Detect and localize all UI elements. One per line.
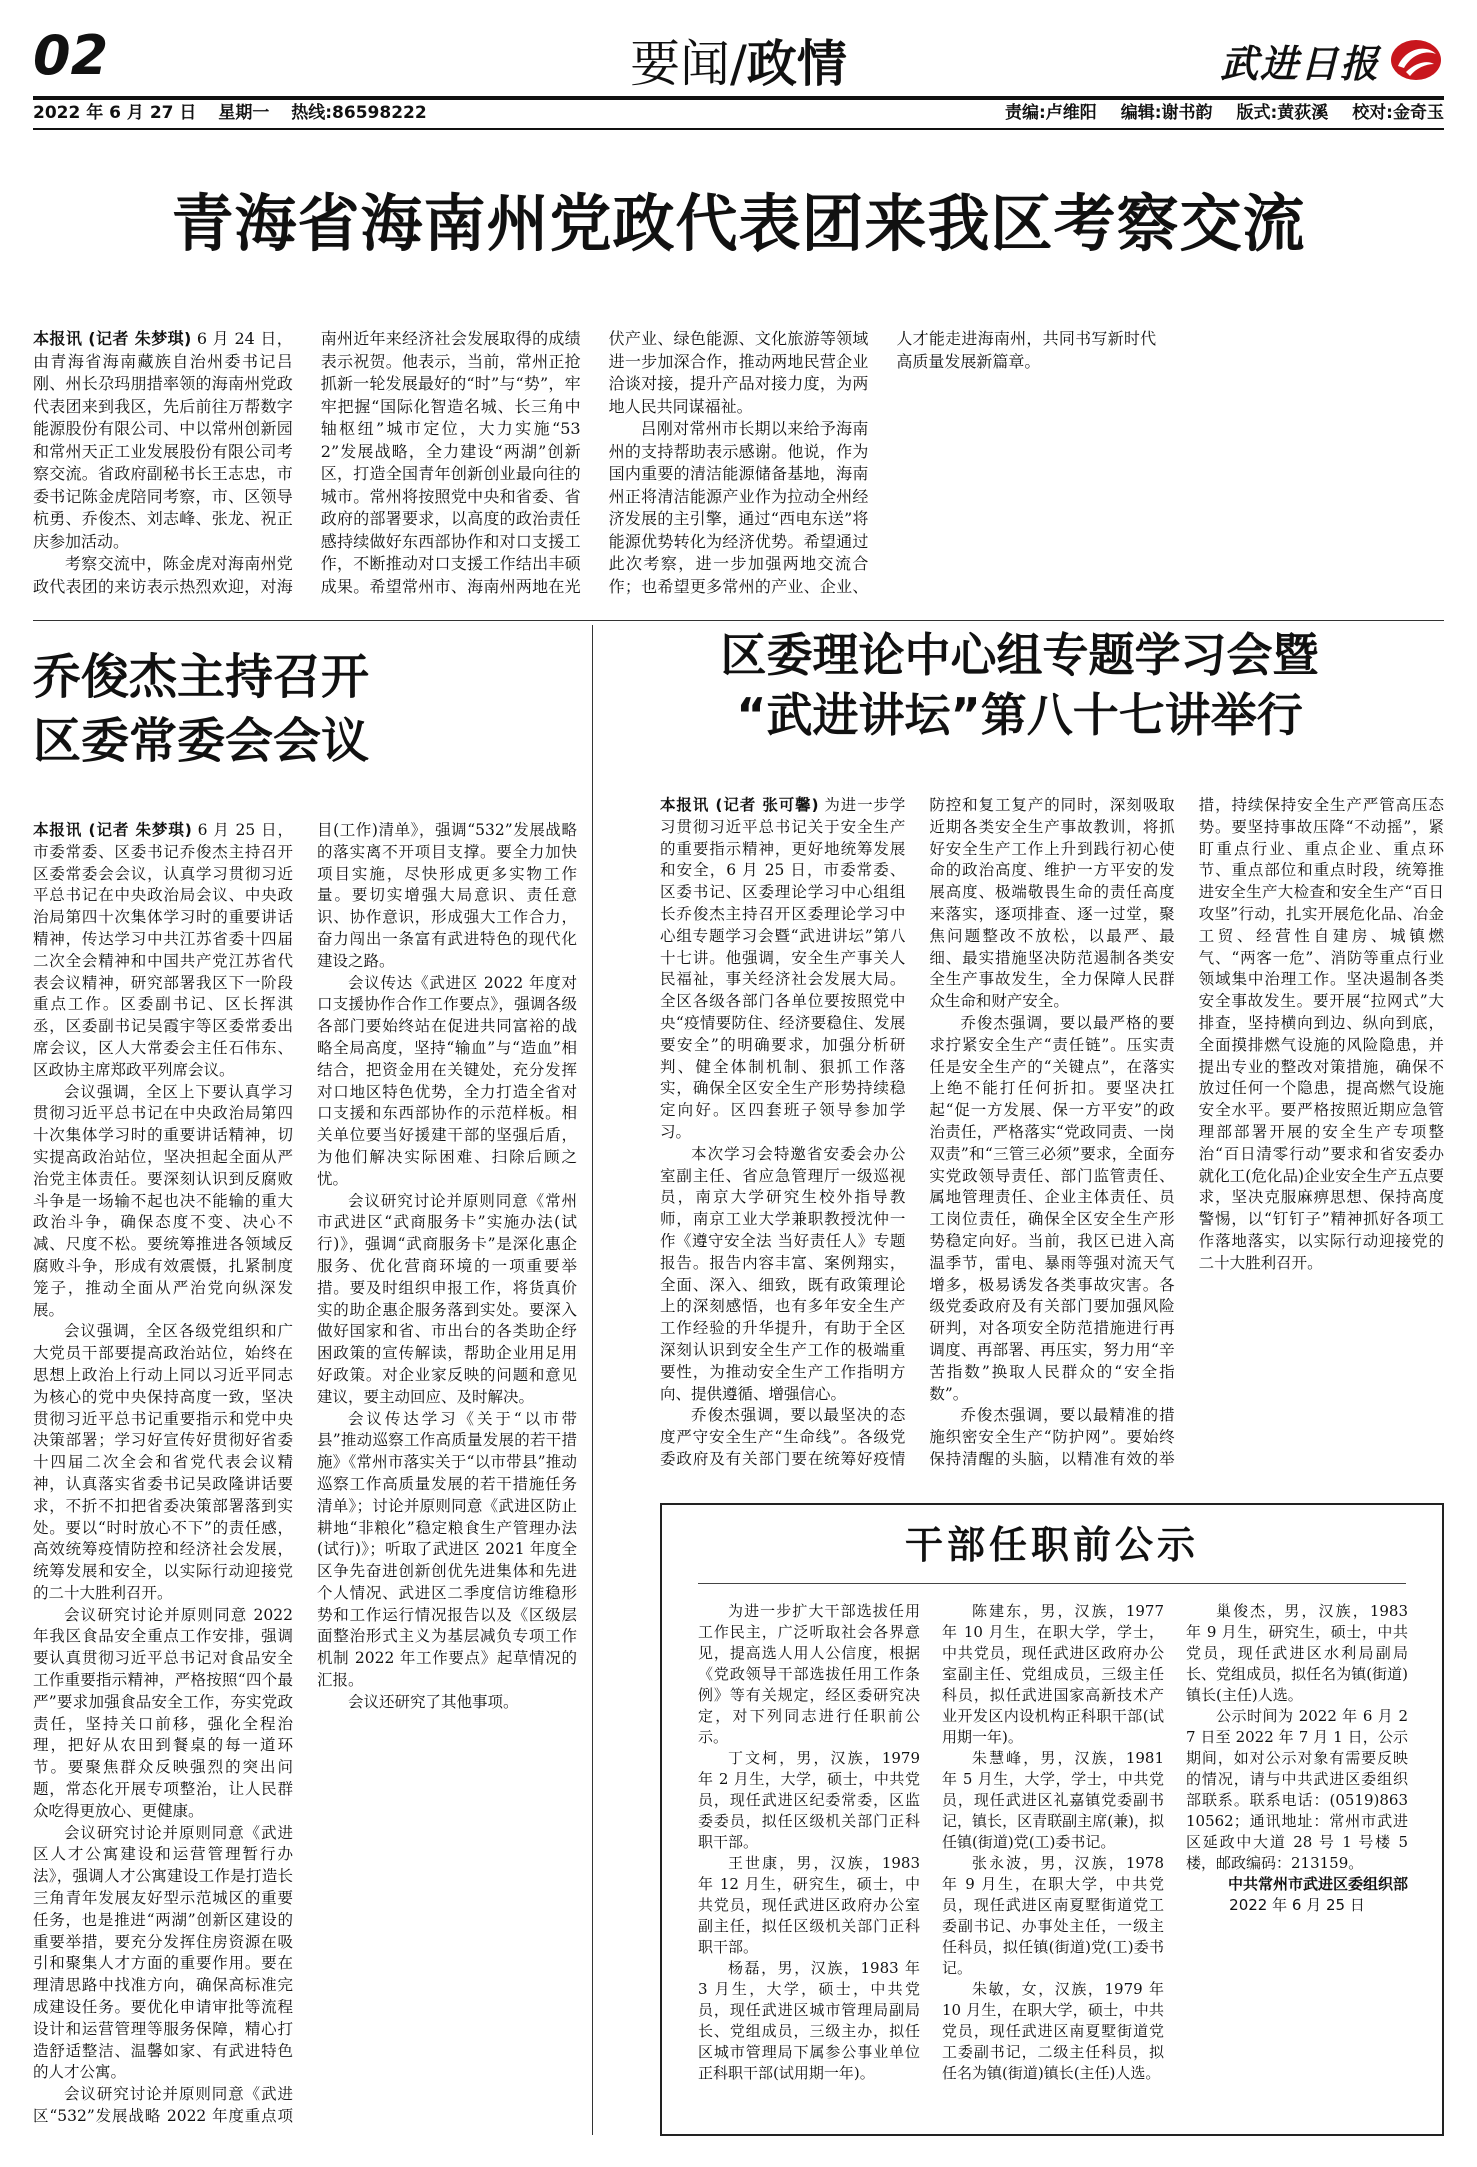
article2-headline-line1: 乔俊杰主持召开 xyxy=(33,649,370,705)
notice-signature: 中共常州市武进区委组织部 xyxy=(1227,1875,1408,1893)
notice-body xyxy=(698,1601,1408,2121)
notice-paragraph: 朱慧峰，男，汉族，1981 年 5 月生，大学，学士，中共党员，现任武进区礼嘉镇党委副书记，镇长，区青联副主席(兼)，拟任镇(街道)党(工)委书记。 xyxy=(942,1749,1164,1851)
article1-body xyxy=(33,328,1444,598)
article1-headline: 青海省海南州党政代表团来我区考察交流 xyxy=(171,187,1306,260)
notice-rule xyxy=(698,1583,1406,1584)
article2-paragraph: 本报讯 (记者 朱梦琪) 6 月 25 日，市委常委、区委书记乔俊杰主持召开区委常委会会议，认真学习贯彻习近平总书记在中央政治局会议、中央政治局第四十次集体学习时的重要讲话精神，传达学习中共江苏省委十四届二次全会精神和中国共产党江苏省代表会议精神，研究部署我区下一阶段重点工作。区委副书记、区长挥淇丞，区委副书记吴霞宇等区委常委出席会议，区人大常委会主任石伟东、区政协主席郑政平列席会议。 xyxy=(33,821,293,1079)
notice-paragraph: 王世康，男，汉族，1983 年 12 月生，研究生，硕士，中共党员，现任武进区政府办公室副主任，拟任区级机关部门正科职干部。 xyxy=(698,1854,920,1956)
article2-paragraph: 会议研究讨论并原则同意《常州市武进区“武商服务卡”实施办法(试行)》，强调“武商服务卡”是深化惠企服务、优化营商环境的一项重要举措。要及时组织申报工作，将货真价实的助企惠企服务落到实处。要深入做好国家和省、市出台的各类助企纾困政策的宣传解读，帮助企业用足用好政策。对企业家反映的问题和意见建议，要主动回应、及时解决。 xyxy=(317,1191,577,1406)
article1-paragraph: 吕刚对常州市长期以来给予海南州的支持帮助表示感谢。他说，作为国内重要的清洁能源储备基地，海南州正将清洁能源产业作为拉动全州经济发展的主引擎，通过“西电东送”将能源优势转化为经济优势。希望通过此次考察，进一步加强两地交流合作；也希望更多常州的产业、企业、人才能走进海南州，共同书写新时代高质量发展新篇章。 xyxy=(608,329,1157,596)
notice-paragraph: 杨磊，男，汉族，1983 年 3 月生，大学，硕士，中共党员，现任武进区城市管理局副局长、党组成员，三级主办，拟任区城市管理局下属参公事业单位正科职干部(试用期一年)。 xyxy=(698,1959,920,2082)
editor-credits xyxy=(987,102,1444,124)
notice-paragraph: 陈建东，男，汉族，1977 年 10 月生，在职大学，学士，中共党员，现任武进区政府办公室副主任、党组成员，三级主任科员，拟任武进国家高新技术产业开发区内设机构正科职干部(试用期一年)。 xyxy=(942,1602,1164,1746)
article3-byline: 本报讯 (记者 张可馨) xyxy=(660,796,819,814)
article2-byline: 本报讯 (记者 朱梦琪) xyxy=(33,821,192,839)
article2-paragraph: 会议研究讨论并原则同意 2022 年我区食品安全重点工作安排，强调要认真贯彻习近平总书记对食品安全工作重要指示精神，严格按照“四个最严”要求加强食品安全工作，夯实党政责任，坚持关口前移，强化全程治理，把好从农田到餐桌的每一道环节。要聚焦群众反映强烈的突出问题，常态化开展专项整治，让人民群众吃得更放心、更健康。 xyxy=(33,1605,293,1820)
masthead xyxy=(33,20,1444,123)
article3-paragraph: 本次学习会特邀省安委会办公室副主任、省应急管理厅一级巡视员，南京大学研究生校外指导教师，南京工业大学兼职教授沈仲一作《遵守安全法 当好责任人》专题报告。报告内容丰富、案例翔实，全面、深入、细致，既有政策理论上的深刻感悟，也有多年安全生产工作经验的升华提升，有助于全区深刻认识到安全生产工作的极端重要性，为推动安全生产工作指明方向、提供遵循、增强信心。 xyxy=(660,1144,906,1403)
article3-paragraph: 乔俊杰强调，要以最严格的要求拧紧安全生产“责任链”。压实责任是安全生产的“关键点”，在落实上绝不能打任何折扣。要坚决扛起“促一方发展、保一方平安”的政治责任，严格落实“党政同责、一岗双责”和“三管三必须”要求，全面夯实党政领导责任、部门监管责任、属地管理责任、企业主体责任、员工岗位责任，确保全区安全生产形势稳定向好。当前，我区已进入高温季节，雷电、暴雨等强对流天气增多，极易诱发各类事故灾害。各级党委政府及有关部门要加强风险研判，对各项安全防范措施进行再调度、再部署、再压实，努力用“辛苦指数”换取人民群众的“安全指数”。 xyxy=(929,1013,1175,1403)
article2-headline xyxy=(33,645,593,773)
article3-paragraph: 乔俊杰强调，要以最坚决的态度严守安全生产“生命线”。各级党委政府及有关部门要在统筹好疫情防控和复工复产的同时，深刻吸取近期各类安全生产事故教训，将抓好安全生产工作上升到践行初心使命的政治高度、维护一方平安的发展高度、极端敬畏生命的责任高度来落实，逐项排查、逐一过堂，聚焦问题整改不放松，以最严、最细、最实措施坚决防范遏制各类安全生产事故发生，全力保障人民群众生命和财产安全。 xyxy=(660,796,1175,1468)
masthead-rule-top xyxy=(33,96,1444,100)
column-divider xyxy=(592,625,593,2135)
article3-body xyxy=(660,795,1444,1485)
article2-paragraph: 会议强调，全区各级党组织和广大党员干部要提高政治站位，始终在思想上政治上行动上同以习近平同志为核心的党中央保持高度一致，坚决贯彻习近平总书记重要指示和党中央决策部署；学习好宣传好贯彻好省委十四届二次全会和省党代表会议精神，认真落实省委书记吴政隆讲话要求，不折不扣把省委决策部署落到实处。要以“时时放心不下”的责任感，高效统筹疫情防控和经济社会发展，统筹发展和安全，以实际行动迎接党的二十大胜利召开。 xyxy=(33,1322,293,1602)
newspaper-logo xyxy=(1220,32,1444,88)
section-main: 要闻/ xyxy=(630,35,747,93)
notice-paragraph: 丁文柯，男，汉族，1979 年 2 月生，大学，硕士，中共党员，现任武进区纪委常委，区监委委员，拟任区级机关部门正科职干部。 xyxy=(698,1749,920,1851)
article2-paragraph: 会议研究讨论并原则同意《武进区人才公寓建设和运营管理暂行办法》，强调人才公寓建设工作是打造长三角青年发展友好型示范城区的重要任务，也是推进“两湖”创新区建设的重要举措，要充分发挥住房资源在吸引和聚集人才方面的重要作用。要在理清思路中找准方向，确保高标准完成建设任务。要优化申请审批等流程设计和运营管理等服务保障，精心打造舒适整洁、温馨如家、有武进特色的人才公寓。 xyxy=(33,1823,293,2082)
article3-paragraph: 本报讯 (记者 张可馨) 为进一步学习贯彻习近平总书记关于安全生产的重要指示精神，更好地统筹发展和安全，6 月 25 日，市委常委、区委书记、区委理论学习中心组组长乔俊杰主持召开区委理论学习中心组专题学习会暨“武进讲坛”第八十七讲。他强调，安全生产事关人民福祉，事关经济社会发展大局。全区各级各部门各单位要按照党中央“疫情要防住、经济要稳住、发展要安全”的明确要求，加强分析研判、健全体制机制、狠抓工作落实，确保全区安全生产形势持续稳定向好。区四套班子领导参加学习。 xyxy=(660,796,906,1141)
divider-top xyxy=(33,620,1444,621)
article3-headline-line2: “武进讲坛”第八十七讲举行 xyxy=(736,688,1303,742)
section-sub: 政情 xyxy=(746,35,847,93)
notice-paragraph: 张永波，男，汉族，1978 年 9 月生，在职大学，中共党员，现任武进区南夏墅街道党工委副书记、办事处主任，一级主任科员，拟任镇(街道)党(工)委书记。 xyxy=(942,1854,1164,1977)
article1-byline: 本报讯 (记者 朱梦琪) xyxy=(33,329,192,348)
hotline: 热线:86598222 xyxy=(291,103,427,123)
logo-text: 武进日报 xyxy=(1219,40,1380,86)
article1-paragraph: 考察交流中，陈金虎对海南州党政代表团的来访表示热烈欢迎，对海南州近年来经济社会发展取得的成绩表示祝贺。他表示，当前，常州正抢抓新一轮发展最好的“时”与“势”，牢牢把握“国际化智造名城、长三角中轴枢纽”城市定位，大力实施“532”发展战略，全力建设“两湖”创新区，打造全国青年创新创业最向往的城市。常州将按照党中央和省委、省政府的部署要求，以高度的政治责任感持续做好东西部协作和对口支援工作，不断推动对口支援工作结出丰硕成果。希望常州市、海南州两地在光伏产业、绿色能源、文化旅游等领域进一步加深合作，推动两地民营企业洽谈对接，提升产品对接力度，为两地人民共同谋福祉。 xyxy=(33,329,869,596)
article3-headline xyxy=(596,625,1443,745)
article2-paragraph: 会议传达《武进区 2022 年度对口支援协作合作工作要点》，强调各级各部门要始终站在促进共同富裕的战略全局高度，坚持“输血”与“造血”相结合，把资金用在关键处，充分发挥对口地区特色优势，全力打造全省对口支援和东西部协作的示范样板。相关单位要当好援建干部的坚强后盾，为他们解决实际困难、扫除后顾之忧。 xyxy=(317,973,577,1188)
page-number: 02 xyxy=(33,24,109,87)
article2-body xyxy=(33,820,577,2140)
notice-paragraph: 公示时间为 2022 年 6 月 27 日至 2022 年 7 月 1 日，公示期间，如对公示对象有需要反映的情况，请与中共武进区委组织部联系。联系电话：(0519)86310562；通讯地址：常州市武进区延政中大道 28 号 1 号楼 5 楼，邮政编码：213159。 xyxy=(1186,1707,1408,1872)
article2-paragraph: 会议传达学习《关于“以市带县”推动巡察工作高质量发展的若干措施》《常州市落实关于“以市带县”推动巡察工作高质量发展的若干措施任务清单》；讨论并原则同意《武进区防止耕地“非粮化”稳定粮食生产管理办法(试行)》；听取了武进区 2021 年度全区争先奋进创新创优先进集体和先进个人情况、武进区二季度信访维稳形势和工作运行情况报告以及《区级层面整治形式主义为基层减负专项工作机制 2022 年工作要点》起草情况的汇报。 xyxy=(317,1409,577,1690)
article2-paragraph: 会议研究讨论并原则同意《武进区“532”发展战略 2022 年度重点项目(工作)清单》，强调“532”发展战略的落实离不开项目支撑。要全力加快项目实施，尽快形成更多实物工作量。要切实增强大局意识、责任意识、协作意识，形成强大工作合力，奋力闯出一条富有武进特色的现代化建设之路。 xyxy=(33,821,577,2126)
editor-in-charge: 责编:卢维阳 xyxy=(1004,103,1097,123)
logo-mark-icon xyxy=(1388,36,1444,84)
dateline xyxy=(33,102,443,124)
article2-paragraph: 会议还研究了其他事项。 xyxy=(348,1692,519,1711)
article2-headline-line2: 区委常委会会议 xyxy=(33,713,370,769)
layout-editor: 版式:黄荻溪 xyxy=(1236,103,1329,123)
notice-sign-date: 2022 年 6 月 25 日 xyxy=(1229,1896,1365,1914)
article3-paragraph: 乔俊杰强调，要以最精准的措施织密安全生产“防护网”。要始终保持清醒的头脑，以精准有效的举措，持续保持安全生产严管高压态势。要坚持事故压降“不动摇”，紧盯重点行业、重点企业、重点环节、重点部位和重点时段，统筹推进安全生产大检查和安全生产“百日攻坚”行动，扎实开展危化品、冶金工贸、经营性自建房、城镇燃气、“两客一危”、消防等重点行业领域集中治理工作。坚决遏制各类安全事故发生。要开展“拉网式”大排查，坚持横向到边、纵向到底，全面摸排燃气设施的风险隐患，并提出专业的整改对策措施，确保不放过任何一个隐患，提高燃气设施安全水平。要严格按照近期应急管理部部署开展的安全生产专项整治“百日清零行动”要求和省安委办就化工(危化品)企业安全生产五点要求，坚决克服麻痹思想、保持高度警惕，以“钉钉子”精神抓好各项工作落地落实，以实际行动迎接党的二十大胜利召开。 xyxy=(929,796,1444,1468)
proofreader: 校对:金奇玉 xyxy=(1352,103,1444,123)
notice-paragraph: 巢俊杰，男，汉族，1983 年 9 月生，研究生，硕士，中共党员，现任武进区水利局副局长、党组成员，拟任名为镇(街道)镇长(主任)人选。 xyxy=(1186,1602,1408,1704)
article2-paragraph: 会议强调，全区上下要认真学习贯彻习近平总书记在中央政治局第四十次集体学习时的重要讲话精神，切实提高政治站位，坚决担起全面从严治党主体责任。要深刻认识到反腐败斗争是一场输不起也决不能输的重大政治斗争，确保态度不变、决心不减、尺度不松。要统筹推进各领域反腐败斗争，形成有效震慑，扎紧制度笼子，推动全面从严治党向纵深发展。 xyxy=(33,1082,293,1319)
article3-headline-line1: 区委理论中心组专题学习会暨 xyxy=(720,628,1319,682)
masthead-rule-bottom xyxy=(33,128,1444,130)
notice-paragraph: 朱敏，女，汉族，1979 年 10 月生，在职大学，硕士，中共党员，现任武进区南夏墅街道党工委副书记，二级主任科员，拟任名为镇(街道)镇长(主任)人选。 xyxy=(942,1980,1164,2082)
issue-weekday: 星期一 xyxy=(218,103,270,123)
copy-editor: 编辑:谢书韵 xyxy=(1120,103,1213,123)
cadre-notice-box xyxy=(660,1503,1444,2136)
issue-date: 2022 年 6 月 27 日 xyxy=(33,103,197,123)
notice-title: 干部任职前公示 xyxy=(904,1523,1199,1567)
article1-paragraph: 本报讯 (记者 朱梦琪) 6 月 24 日，由青海省海南藏族自治州委书记吕刚、州长尕玛朋措率领的海南州党政代表团来到我区，先后前往万帮数字能源股份有限公司、中以常州创新园和常州天正工业发展股份有限公司考察交流。省政府副秘书长王志忠，市委书记陈金虎陪同考察，市、区领导杭勇、乔俊杰、刘志峰、张龙、祝正庆参加活动。 xyxy=(33,329,293,551)
notice-paragraph: 为进一步扩大干部选拔任用工作民主，广泛听取社会各界意见，提高选人用人公信度，根据《党政领导干部选拔任用工作条例》等有关规定，经区委研究决定，对下列同志进行任职前公示。 xyxy=(698,1602,920,1746)
